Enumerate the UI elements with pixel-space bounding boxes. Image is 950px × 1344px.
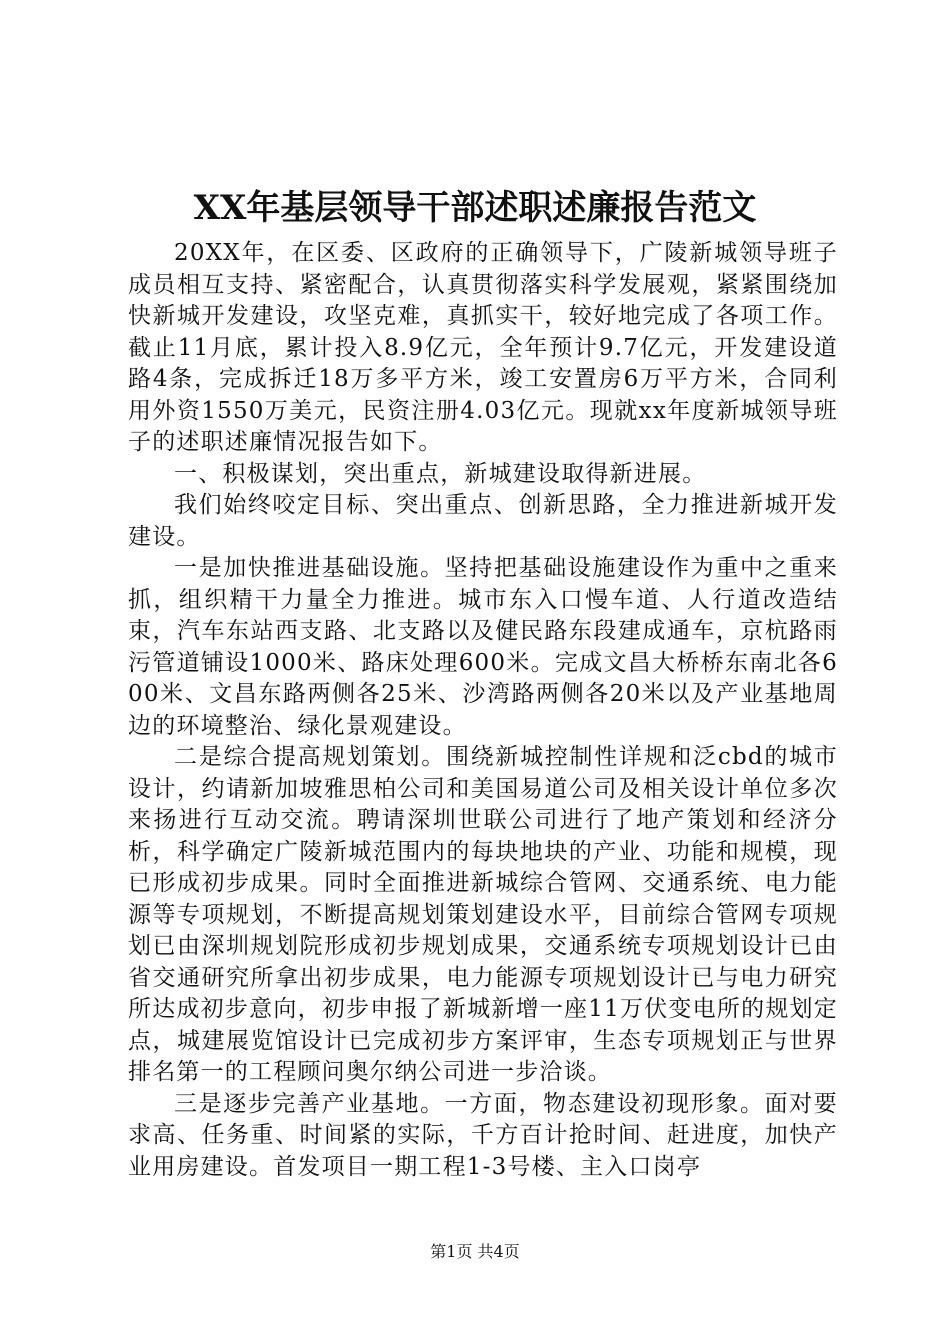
page-number-footer: 第1页 共4页 [430, 1242, 520, 1261]
paragraph-section-summary: 我们始终咬定目标、突出重点、创新思路，全力推进新城开发建设。 [128, 492, 838, 550]
paragraph-planning: 二是综合提高规划策划。围绕新城控制性详规和泛cbd的城市设计，约请新加坡雅思柏公司和美国易道公司及相关设计单位多次来扬进行互动交流。聘请深圳世联公司进行了地产策划和经济分析，科学确定广陵新城范围内的每块地块的产业、功能和规模，现已形成初步成果。同时全面推进新城综合管网、交通系统、电力能源等专项规划，不断提高规划策划建设水平，目前综合管网专项规划已由深圳规划院形成初步规划成果，交通系统专项规划设计已由省交通研究所拿出初步成果，电力能源专项规划设计已与电力研究所达成初步意向，初步申报了新城新增一座11万伏变电所的规划定点，城建展览馆设计已完成初步方案评审，生态专项规划正与世界排名第一的工程顾问奥尔纳公司进一步洽谈。 [128, 744, 838, 1085]
paragraph-intro: 20XX年，在区委、区政府的正确领导下，广陵新城领导班子成员相互支持、紧密配合，认真贯彻落实科学发展观，紧紧围绕加快新城开发建设，攻坚克难，真抓实干，较好地完成了各项工作。截止11月底，累计投入8.9亿元，全年预计9.7亿元，开发建设道路4条，完成拆迁18万多平方米，竣工安置房6万平方米，合同利用外资1550万美元，民资注册4.03亿元。现就xx年度新城领导班子的述职述廉情况报告如下。 [128, 240, 838, 455]
document-body [128, 238, 838, 1183]
paragraph-infrastructure: 一是加快推进基础设施。坚持把基础设施建设作为重中之重来抓，组织精干力量全力推进。城市东入口慢车道、人行道改造结束，汽车东站西支路、北支路以及健民路东段建成通车，京杭路雨污管道铺设1000米、路床处理600米。完成文昌大桥桥东南北各600米、文昌东路两侧各25米、沙湾路两侧各20米以及产业基地周边的环境整治、绿化景观建设。 [128, 555, 838, 739]
paragraph-section-heading: 一、积极谋划，突出重点，新城建设取得新进展。 [174, 460, 707, 487]
document-title: XX年基层领导干部述职述廉报告范文 [193, 188, 757, 228]
paragraph-industrial-base: 三是逐步完善产业基地。一方面，物态建设初现形象。面对要求高、任务重、时间紧的实际，千方百计抢时间、赶进度，加快产业用房建设。首发项目一期工程1-3号楼、主入口岗亭 [128, 1090, 838, 1180]
